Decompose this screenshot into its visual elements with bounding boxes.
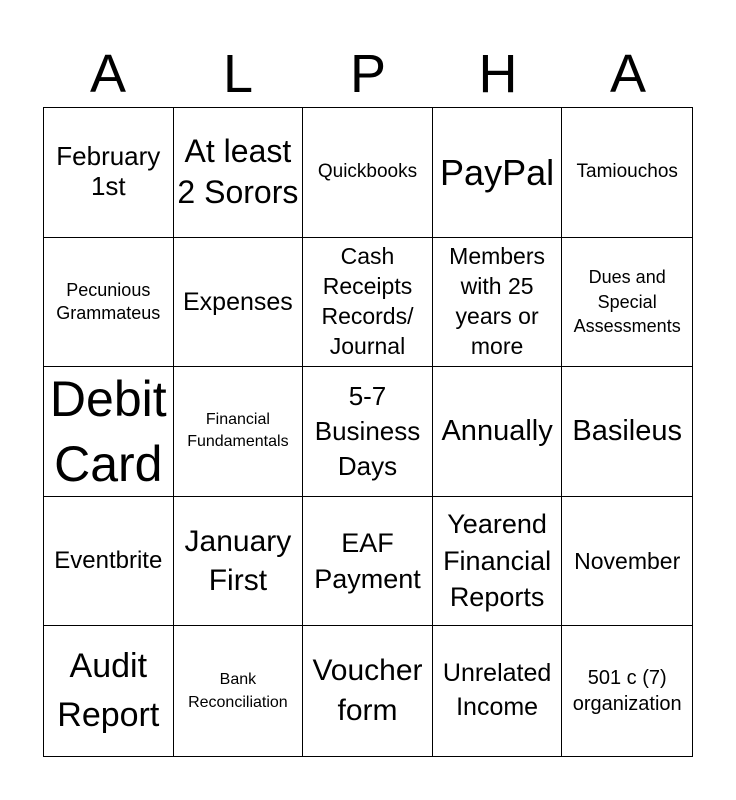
bingo-cell[interactable]: [303, 367, 433, 497]
bingo-cell[interactable]: [562, 626, 692, 756]
bingo-cell[interactable]: [303, 108, 433, 238]
cell-text: 501 c (7) organization: [572, 667, 682, 716]
cell-text: Expenses: [182, 287, 293, 316]
bingo-cell[interactable]: [433, 108, 563, 238]
bingo-cell[interactable]: [44, 238, 174, 368]
bingo-cell[interactable]: [174, 626, 304, 756]
cell-text: Basileus: [572, 414, 682, 447]
bingo-cell[interactable]: [433, 238, 563, 368]
cell-text: Audit Report: [57, 646, 160, 735]
header-letter-l: L: [222, 44, 254, 104]
bingo-cell[interactable]: [174, 238, 304, 368]
bingo-cell[interactable]: [303, 238, 433, 368]
bingo-cell[interactable]: [562, 238, 692, 368]
header-letter-h: H: [478, 44, 518, 104]
cell-text: Cash Receipts Records/ Journal: [321, 243, 414, 359]
cell-text: Unrelated Income: [442, 659, 552, 722]
header-letter-p: P: [349, 44, 387, 104]
bingo-cell[interactable]: [433, 497, 563, 627]
cell-text: At least 2 Sorors: [177, 132, 299, 211]
bingo-cell[interactable]: [174, 108, 304, 238]
bingo-header: [43, 40, 693, 108]
cell-text: Dues and Special Assessments: [573, 267, 681, 337]
cell-text: February 1st: [56, 141, 161, 202]
bingo-cell[interactable]: [44, 108, 174, 238]
bingo-cell[interactable]: [433, 626, 563, 756]
cell-text: 5-7 Business Days: [314, 380, 421, 482]
cell-text: November: [574, 547, 681, 574]
bingo-cell[interactable]: [562, 367, 692, 497]
bingo-cell[interactable]: [44, 367, 174, 497]
header-letter-a: A: [89, 44, 127, 104]
bingo-cell[interactable]: [303, 497, 433, 627]
cell-text: Financial Fundamentals: [187, 411, 289, 451]
cell-text: Yearend Financial Reports: [443, 509, 552, 613]
header-letter-a-2: A: [609, 44, 647, 104]
cell-text: Quickbooks: [317, 161, 418, 183]
cell-text: Eventbrite: [54, 547, 163, 575]
bingo-cell[interactable]: [562, 497, 692, 627]
cell-text: Voucher form: [312, 653, 423, 728]
bingo-grid: [43, 107, 693, 757]
bingo-cell[interactable]: [174, 497, 304, 627]
bingo-cell[interactable]: [174, 367, 304, 497]
bingo-cell[interactable]: [562, 108, 692, 238]
bingo-cell[interactable]: [44, 626, 174, 756]
bingo-cell[interactable]: [433, 367, 563, 497]
cell-text: Tamiouchos: [576, 161, 678, 183]
cell-text: Members with 25 years or more: [449, 243, 546, 359]
bingo-cell[interactable]: [44, 497, 174, 627]
cell-text: January First: [184, 525, 292, 598]
cell-text: Bank Reconciliation: [188, 671, 288, 712]
cell-text: Annually: [441, 414, 553, 447]
cell-text: Pecunious Grammateus: [56, 279, 161, 323]
cell-text: Debit Card: [49, 370, 167, 492]
bingo-cell[interactable]: [303, 626, 433, 756]
cell-text: EAF Payment: [314, 527, 421, 595]
cell-text: PayPal: [440, 151, 555, 193]
